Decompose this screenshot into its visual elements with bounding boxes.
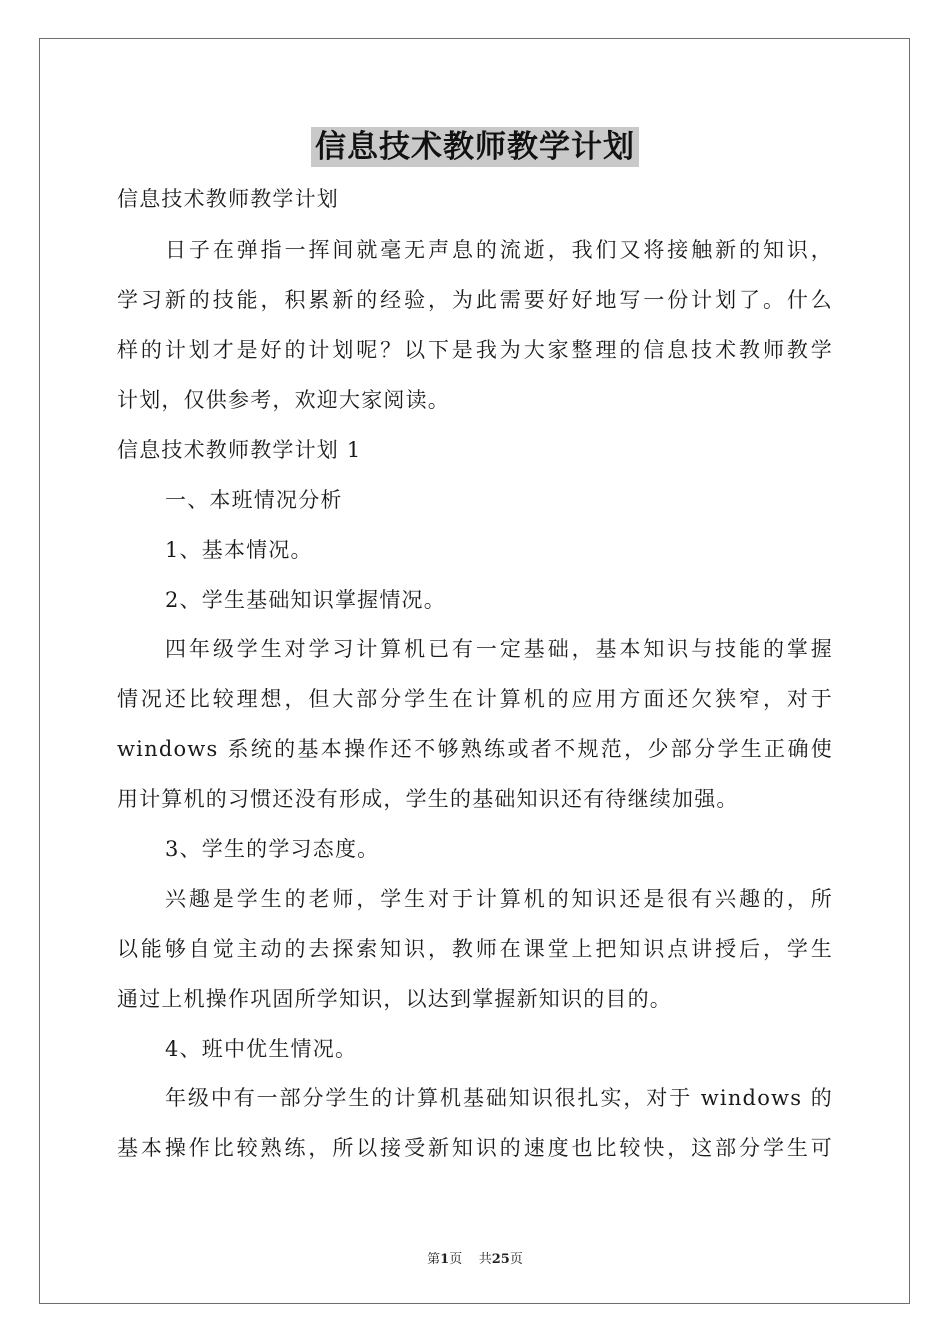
subtitle-line: 信息技术教师教学计划 [117,187,339,211]
page-footer [0,1248,950,1267]
title-container [0,127,950,167]
body-line: 四年级学生对学习计算机已有一定基础，基本知识与技能的掌握 [165,637,833,661]
body-line: windows 系统的基本操作还不够熟练或者不规范，少部分学生正确使 [117,737,833,761]
footer-total-suffix: 页 [509,1252,523,1267]
body-line: 以能够自觉主动的去探索知识，教师在课堂上把知识点讲授后，学生 [117,937,833,961]
body-line: 2、学生基础知识掌握情况。 [165,588,446,612]
section-heading: 信息技术教师教学计划 1 [117,438,362,462]
body-line: 通过上机操作巩固所学知识，以达到掌握新知识的目的。 [117,987,672,1011]
body-line: 学习新的技能，积累新的经验，为此需要好好地写一份计划了。什么 [117,288,833,312]
body-line: 计划，仅供参考，欢迎大家阅读。 [117,388,450,412]
body-line: 日子在弹指一挥间就毫无声息的流逝，我们又将接触新的知识， [165,238,833,262]
page-border [39,38,910,1304]
footer-page-number: 1 [440,1252,450,1267]
body-line: 3、学生的学习态度。 [165,837,380,861]
body-line: 4、班中优生情况。 [165,1037,358,1061]
body-line: 1、基本情况。 [165,538,313,562]
footer-page-suffix: 页 [449,1252,463,1267]
body-line: 基本操作比较熟练，所以接受新知识的速度也比较快，这部分学生可 [117,1136,833,1160]
footer-total-pages: 25 [491,1252,510,1267]
document-title: 信息技术教师教学计划 [311,127,639,167]
body-line: 兴趣是学生的老师，学生对于计算机的知识还是很有兴趣的，所 [165,887,833,911]
footer-total-prefix: 共 [478,1252,492,1267]
footer-page-prefix: 第 [427,1252,441,1267]
body-line: 样的计划才是好的计划呢？以下是我为大家整理的信息技术教师教学 [117,338,833,362]
body-line: 情况还比较理想，但大部分学生在计算机的应用方面还欠狭窄，对于 [117,687,833,711]
body-line: 用计算机的习惯还没有形成，学生的基础知识还有待继续加强。 [117,787,739,811]
body-line: 一、本班情况分析 [165,488,343,512]
body-line: 年级中有一部分学生的计算机基础知识很扎实，对于 windows 的 [165,1086,833,1110]
